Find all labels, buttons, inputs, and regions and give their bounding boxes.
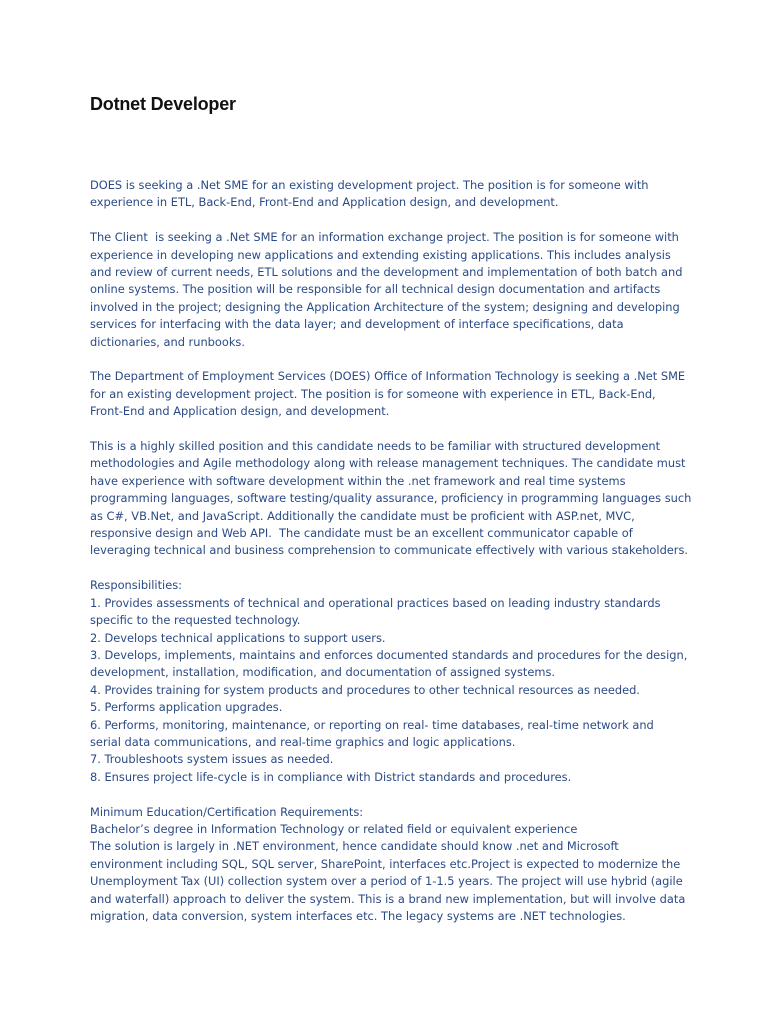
paragraph-line: methodologies and Agile methodology along with release management techniques. The candidate must <box>90 456 686 471</box>
paragraph-line: experience in developing new applications and extending existing applications. This includes analysis <box>90 247 671 262</box>
paragraph-line: and review of current needs, ETL solutions and the development and implementation of both batch and <box>90 265 683 280</box>
page-title: Dotnet Developer <box>90 94 236 114</box>
paragraph-line: The Department of Employment Services (DOES) Office of Information Technology is seeking a .Net SME <box>90 369 686 384</box>
paragraph-line: 6. Performs, monitoring, maintenance, or reporting on real- time databases, real-time network and <box>90 717 654 732</box>
paragraph-line: 1. Provides assessments of technical and operational practices based on leading industry standards <box>90 595 661 610</box>
paragraph-line: DOES is seeking a .Net SME for an existing development project. The position is for someone with <box>90 178 649 192</box>
paragraph-line: services for interfacing with the data layer; and development of interface specifications, data <box>90 317 624 332</box>
paragraph-line: migration, data conversion, system interfaces etc. The legacy systems are .NET technologies. <box>90 908 626 923</box>
paragraph-line: 2. Develops technical applications to support users. <box>90 630 386 645</box>
paragraph <box>90 177 680 212</box>
paragraph-line: This is a highly skilled position and this candidate needs to be familiar with structured development <box>90 439 661 454</box>
paragraph-line: The Client is seeking a .Net SME for an information exchange project. The position is for someone with <box>90 230 679 245</box>
paragraph-line: Bachelor’s degree in Information Technology or related field or equivalent experience <box>90 821 578 836</box>
paragraph-line: as C#, VB.Net, and JavaScript. Additionally the candidate must be proficient with ASP.net, MVC, <box>90 508 635 523</box>
paragraph-line: online systems. The position will be responsible for all technical design documentation and artifacts <box>90 282 661 297</box>
paragraph-line: involved in the project; designing the Application Architecture of the system; designing and developing <box>90 299 680 314</box>
paragraph <box>90 438 692 560</box>
paragraph-line: have experience with software development within the .net framework and real time systems <box>90 473 626 488</box>
paragraph-line: Front-End and Application design, and development. <box>90 404 390 419</box>
paragraph-line: and waterfall) approach to deliver the system. This is a brand new implementation, but will involve data <box>90 891 686 906</box>
paragraph <box>90 229 683 351</box>
paragraph <box>90 804 686 926</box>
paragraph-line: development, installation, modification, and documentation of assigned systems. <box>90 665 556 680</box>
paragraph-line: for an existing development project. The position is for someone with experience in ETL, Back-End, <box>90 386 656 401</box>
document-body <box>90 177 692 943</box>
paragraph-line: 8. Ensures project life-cycle is in compliance with District standards and procedures. <box>90 769 572 784</box>
paragraph-line: specific to the requested technology. <box>90 613 301 628</box>
paragraph-line: leveraging technical and business comprehension to communicate effectively with various stakeholders. <box>90 543 689 558</box>
paragraph-line: Minimum Education/Certification Requirements: <box>90 804 364 819</box>
paragraph-line: serial data communications, and real-time graphics and logic applications. <box>90 734 516 749</box>
paragraph-line: Responsibilities: <box>90 578 182 593</box>
paragraph-line: 7. Troubleshoots system issues as needed. <box>90 752 334 767</box>
paragraph-line: programming languages, software testing/quality assurance, proficiency in programming languages such <box>90 491 692 506</box>
paragraph-line: dictionaries, and runbooks. <box>90 334 245 349</box>
paragraph-line: 5. Performs application upgrades. <box>90 700 283 715</box>
paragraph-line: 4. Provides training for system products and procedures to other technical resources as needed. <box>90 682 640 697</box>
paragraph <box>90 577 688 786</box>
paragraph <box>90 368 686 420</box>
paragraph-line: responsive design and Web API. The candidate must be an excellent communicator capable of <box>90 526 633 541</box>
paragraph-line: Unemployment Tax (UI) collection system over a period of 1-1.5 years. The project will use hybrid (agile <box>90 874 683 889</box>
paragraph-line: The solution is largely in .NET environment, hence candidate should know .net and Microsoft <box>90 839 619 854</box>
paragraph-line: 3. Develops, implements, maintains and enforces documented standards and procedures for the design, <box>90 647 688 662</box>
paragraph-line: environment including SQL, SQL server, SharePoint, interfaces etc.Project is expected to modernize the <box>90 856 681 871</box>
paragraph-line: experience in ETL, Back-End, Front-End and Application design, and development. <box>90 195 559 210</box>
